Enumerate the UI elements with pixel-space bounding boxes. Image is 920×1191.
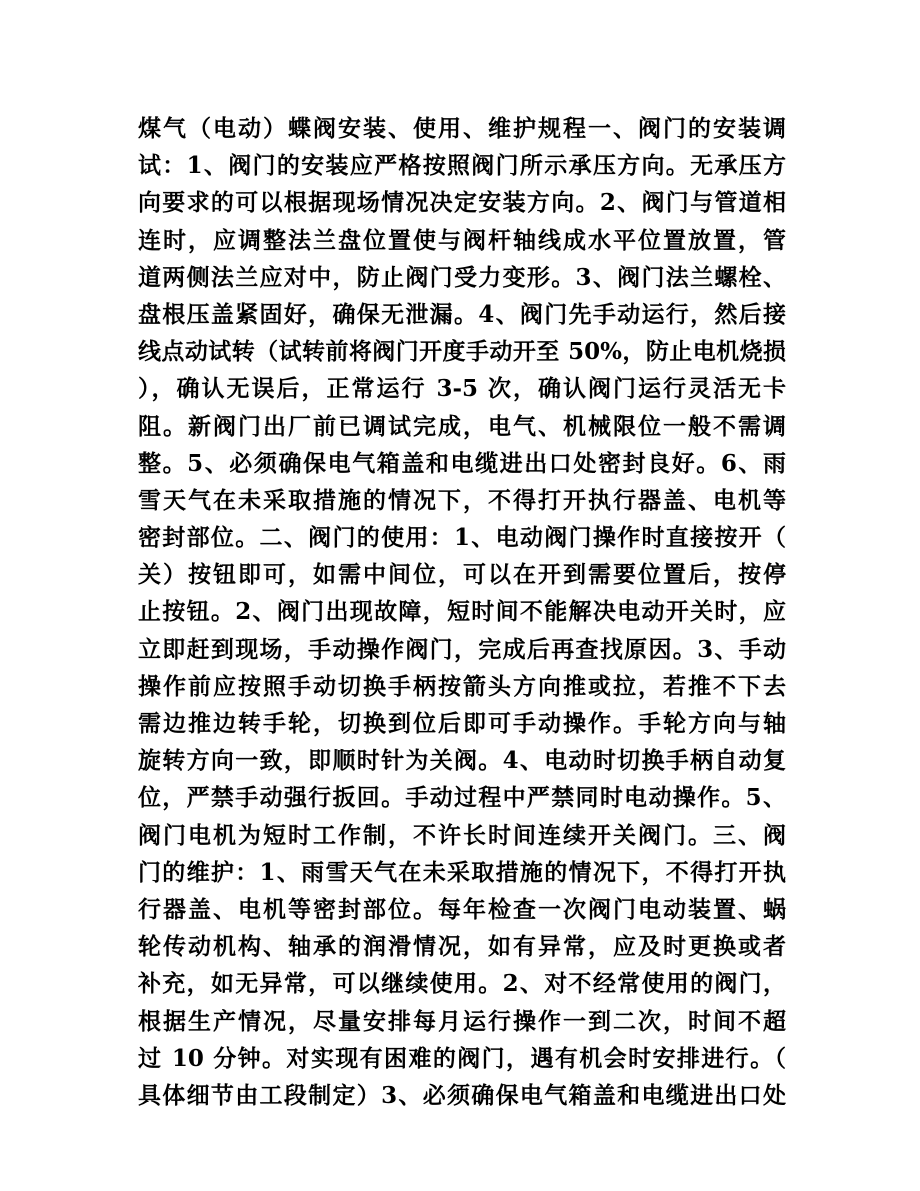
text-line-15: 立即赶到现场，手动操作阀门，完成后再查找原因。3、手动 [138, 635, 786, 663]
text-line-12: 密封部位。二、阀门的使用：1、电动阀门操作时直接按开（ [138, 524, 786, 552]
document-body [138, 110, 786, 1114]
text-line-3: 向要求的可以根据现场情况决定安装方向。2、阀门与管道相 [138, 189, 786, 217]
text-line-8: ），确认无误后，正常运行 3-5 次，确认阀门运行灵活无卡 [138, 375, 786, 403]
text-line-18: 旋转方向一致，即顺时针为关阀。4、电动时切换手柄自动复 [138, 747, 786, 775]
text-line-1: 煤气（电动）蝶阀安装、使用、维护规程一、阀门的安装调 [138, 115, 786, 142]
text-line-13: 关）按钮即可，如需中间位，可以在开到需要位置后，按停 [138, 561, 786, 589]
text-line-25: 根据生产情况，尽量安排每月运行操作一到二次，时间不超 [138, 1007, 786, 1035]
text-line-2: 试：1、阀门的安装应严格按照阀门所示承压方向。无承压方 [138, 152, 786, 180]
text-line-11: 雪天气在未采取措施的情况下，不得打开执行器盖、电机等 [138, 486, 786, 514]
text-line-21: 门的维护：1、雨雪天气在未采取措施的情况下，不得打开执 [138, 858, 786, 886]
text-line-9: 阻。新阀门出厂前已调试完成，电气、机械限位一般不需调 [138, 412, 786, 440]
text-line-20: 阀门电机为短时工作制，不许长时间连续开关阀门。三、阀 [138, 821, 786, 849]
text-line-7: 线点动试转（试转前将阀门开度手动开至 50%，防止电机烧损 [138, 338, 786, 366]
text-line-17: 需边推边转手轮，切换到位后即可手动操作。手轮方向与轴 [138, 710, 786, 737]
text-line-23: 轮传动机构、轴承的润滑情况，如有异常，应及时更换或者 [138, 933, 786, 961]
text-line-14: 止按钮。2、阀门出现故障，短时间不能解决电动开关时，应 [138, 598, 786, 626]
text-line-26: 过 10 分钟。对实现有困难的阀门，遇有机会时安排进行。（ [138, 1044, 786, 1072]
text-line-27: 具体细节由工段制定）3、必须确保电气箱盖和电缆进出口处 [138, 1081, 786, 1109]
text-line-6: 盘根压盖紧固好，确保无泄漏。4、阀门先手动运行，然后接 [138, 300, 786, 328]
text-line-19: 位，严禁手动强行扳回。手动过程中严禁同时电动操作。5、 [138, 784, 786, 812]
text-line-16: 操作前应按照手动切换手柄按箭头方向推或拉，若推不下去 [138, 672, 786, 700]
text-line-24: 补充，如无异常，可以继续使用。2、对不经常使用的阀门， [138, 970, 786, 998]
text-line-5: 道两侧法兰应对中，防止阀门受力变形。3、阀门法兰螺栓、 [138, 263, 786, 291]
text-line-22: 行器盖、电机等密封部位。每年检查一次阀门电动装置、蜗 [138, 895, 786, 923]
text-line-4: 连时，应调整法兰盘位置使与阀杆轴线成水平位置放置，管 [138, 226, 786, 254]
text-line-10: 整。5、必须确保电气箱盖和电缆进出口处密封良好。6、雨 [138, 449, 786, 477]
